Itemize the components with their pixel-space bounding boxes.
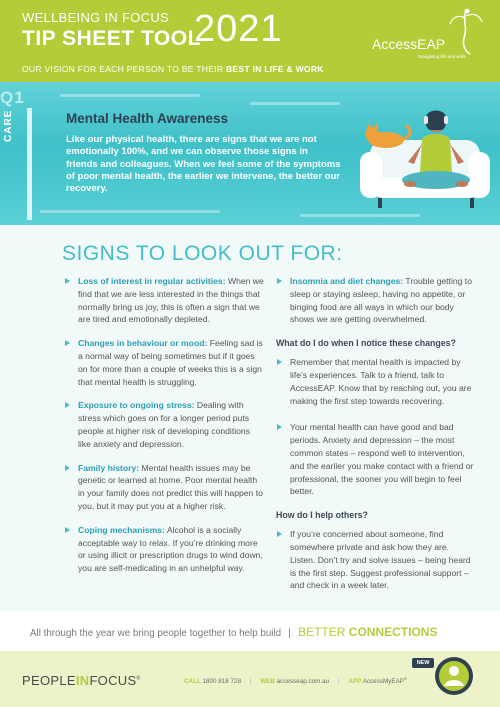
bullet-arrow-icon — [277, 531, 282, 537]
category-label: CARE — [3, 109, 14, 142]
bullet-arrow-icon — [65, 402, 70, 408]
contact-line: CALL 1800 818 728 | WEB accesseap.com.au | APP AccessMyEAP® — [184, 676, 407, 686]
header-subtitle: WELLBEING IN FOCUS — [22, 10, 169, 25]
notice-heading: What do I do when I notice these changes? — [276, 338, 456, 349]
bullet-arrow-icon — [65, 278, 70, 284]
list-item: Insomnia and diet changes: Trouble getting to sleep or staying asleep, having no appetite, or binging food are all ways in which our body shows we are getting overwhelmed. — [276, 275, 474, 326]
section-title: Mental Health Awareness — [66, 111, 229, 126]
accent-bar — [27, 108, 32, 220]
hero-banner — [0, 82, 500, 225]
list-item: Loss of interest in regular activities: When we find that we are less interested in the things that normally bring us joy, this is often a sign that we are tired and emotionally depleted. — [64, 275, 264, 326]
header-banner — [0, 0, 500, 82]
header-year: 2021 — [194, 8, 283, 50]
intro-paragraph: Like our physical health, there are signs that we are not emotionally 100%, and we can observe those signs in friends and colleagues. When we feel some of the symptoms of poor mental health, the earlier we intervene, the better our recovery. — [66, 134, 341, 195]
list-item: Coping mechanisms: Alcohol is a socially acceptable way to relax. If you’re drinking more or using illicit or prescription drugs to wind down, you are self-medicating in an unhelpful way. — [64, 524, 264, 575]
list-item: Changes in behaviour or mood: Feeling sad is a normal way of being sometimes but if it goes on for more than a couple of weeks this is a sign that mental health is struggling. — [64, 337, 264, 388]
bullet-arrow-icon — [65, 465, 70, 471]
app-person-icon[interactable] — [434, 656, 474, 696]
signs-left-column — [64, 275, 264, 586]
list-item: Remember that mental health is impacted by life’s experiences. Talk to a friend, talk to AccessEAP. Know that by reaching out, you are making the first step towards recovering. — [276, 356, 474, 407]
list-item: Your mental health can have good and bad periods. Anxiety and depression – the most common states – respond well to intervention, and the earlier you make contact with a friend or professional, the sooner you will begin to feel better. — [276, 421, 474, 498]
phone-number[interactable]: 1800 818 728 — [202, 678, 242, 686]
bullet-arrow-icon — [65, 527, 70, 533]
bullet-arrow-icon — [277, 278, 282, 284]
logo-text: AccessEAP — [372, 36, 446, 52]
list-item: Exposure to ongoing stress: Dealing with stress which goes on for a longer period puts people at higher risk of developing conditions like anxiety and depression. — [64, 399, 264, 450]
signs-right-column — [276, 275, 474, 603]
question-tag: Q1 — [0, 88, 25, 107]
new-badge: NEW — [412, 658, 434, 668]
signs-heading: SIGNS TO LOOK OUT FOR: — [62, 242, 343, 265]
logo-subtext: Navigating life and work — [418, 54, 466, 59]
people-in-focus-logo: PEOPLEINFOCUS® — [22, 673, 141, 688]
logo-figure-icon — [446, 6, 486, 56]
bullet-arrow-icon — [277, 424, 282, 430]
header-tagline: OUR VISION FOR EACH PERSON TO BE THEIR BEST IN LIFE & WORK — [22, 64, 324, 74]
app-name[interactable]: AccessMyEAP — [362, 678, 404, 686]
meditation-illustration-icon — [352, 100, 494, 218]
help-heading: How do I help others? — [276, 510, 368, 521]
header-title: TIP SHEET TOOL — [22, 27, 201, 50]
list-item: Family history: Mental health issues may be genetic or learned at home. Poor mental health in your family does not predict this will happen to you, but it may put you at a higher risk. — [64, 462, 264, 513]
website-link[interactable]: accesseap.com.au — [276, 678, 330, 686]
connections-strap: All through the year we bring people together to help build BETTER CONNECTIONS — [30, 625, 438, 639]
bullet-arrow-icon — [277, 359, 282, 365]
bullet-arrow-icon — [65, 340, 70, 346]
list-item: If you’re concerned about someone, find somewhere private and ask how they are. Listen. Don’t try and solve issues – being heard is the first step. Suggest professional support – and check in a week later. — [276, 528, 474, 592]
